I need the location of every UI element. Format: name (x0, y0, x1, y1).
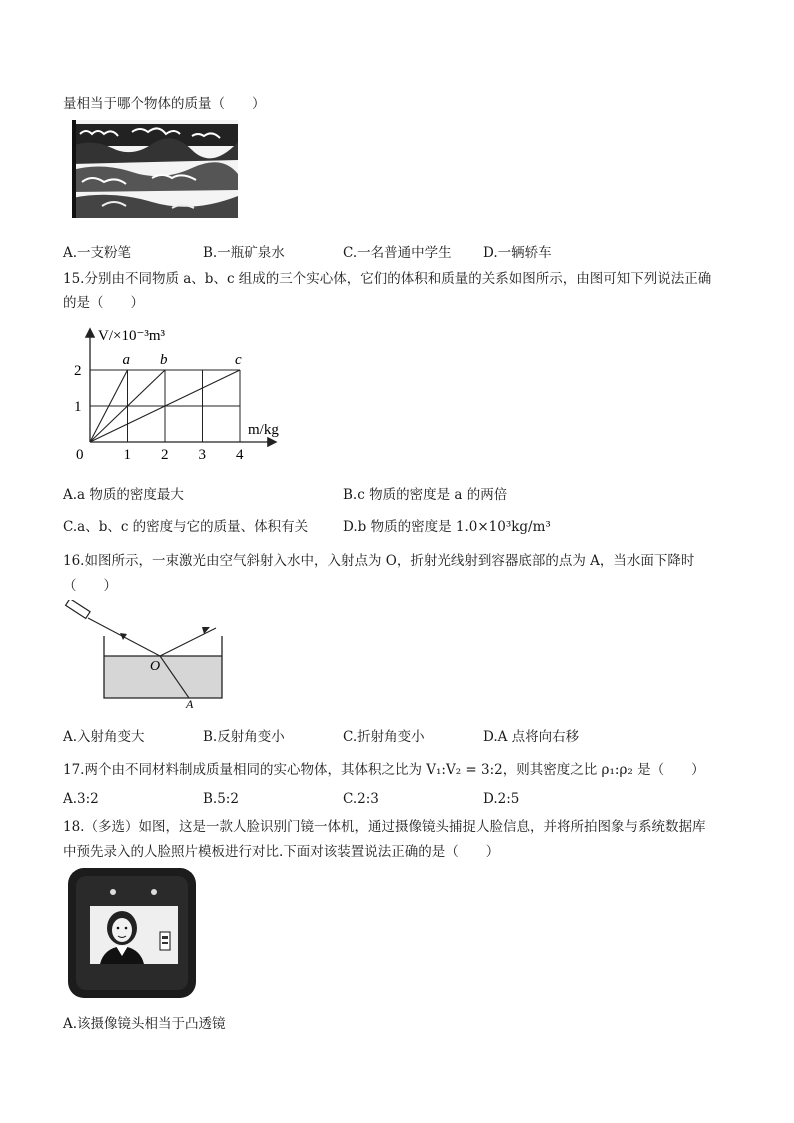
label-o: O (150, 659, 161, 674)
q17-option-c: C.2:3 (343, 791, 379, 807)
label-a: A (186, 697, 194, 710)
q18-stem-line1: 18.（多选）如图，这是一款人脸识别门镜一体机，通过摄像镜头捕捉人脸信息，并将所拍图象与系统数据库 (63, 819, 706, 835)
x-tick-3: 3 (198, 447, 206, 463)
q18-stem-line2: 中预先录入的人脸照片模板进行对比.下面对该装置说法正确的是（ ） (63, 844, 500, 860)
q14-option-d: D.一辆轿车 (483, 245, 552, 261)
q14-option-a: A.一支粉笔 (63, 245, 132, 261)
q18-device-photo (66, 866, 198, 1000)
series-label-a: a (122, 352, 130, 368)
x-tick-1: 1 (123, 447, 131, 463)
y-tick-1: 1 (74, 399, 82, 415)
x-tick-0: 0 (76, 447, 84, 463)
q14-photo (72, 120, 238, 218)
water (104, 656, 222, 698)
y-axis-label: V/×10⁻³m³ (98, 328, 166, 344)
q15-stem-line1: 15.分别由不同物质 a、b、c 组成的三个实心体，它们的体积和质量的关系如图所示，由图可知下列说法正确 (63, 271, 712, 287)
q17-option-a: A.3:2 (63, 791, 99, 807)
q14-stem: 量相当于哪个物体的质量（ ） (63, 96, 266, 112)
laser-pen (66, 600, 90, 618)
q18-option-a: A.该摄像镜头相当于凸透镜 (63, 1016, 226, 1032)
id-card-icon (160, 932, 170, 950)
q16-stem-line1: 16.如图所示，一束激光由空气斜射入水中，入射点为 O，折射光线射到容器底部的点为 A，当水面下降时 (63, 553, 695, 569)
series-label-b: b (160, 352, 168, 368)
q16-option-c: C.折射角变小 (343, 729, 425, 745)
q15-option-d: D.b 物质的密度是 1.0×10³kg/m³ (343, 519, 551, 535)
q15-option-b: B.c 物质的密度是 a 的两倍 (343, 487, 508, 503)
q17-option-b: B.5:2 (203, 791, 239, 807)
q15-stem-line2: 的是（ ） (63, 295, 144, 311)
q14-option-b: B.一瓶矿泉水 (203, 245, 285, 261)
q15-option-c: C.a、b、c 的密度与它的质量、体积有关 (63, 519, 309, 535)
q17-option-d: D.2:5 (483, 791, 520, 807)
q16-stem-line2: （ ） (63, 578, 117, 594)
reflected-ray (160, 628, 216, 656)
q16-option-d: D.A 点将向右移 (483, 729, 580, 745)
x-tick-2: 2 (161, 447, 169, 463)
q16-option-a: A.入射角变大 (63, 729, 145, 745)
camera-lens-icon (110, 889, 116, 895)
q14-option-c: C.一名普通中学生 (343, 245, 452, 261)
x-tick-4: 4 (236, 447, 244, 463)
x-axis-label: m/kg (248, 422, 279, 438)
q15-chart (70, 322, 300, 464)
sensor-icon (151, 889, 157, 895)
q17-stem: 17.两个由不同材料制成质量相同的实心物体，其体积之比为 V₁:V₂ = 3:2，则其密度之比 ρ₁:ρ₂ 是（ ） (63, 762, 705, 778)
q16-option-b: B.反射角变小 (203, 729, 285, 745)
y-tick-2: 2 (74, 363, 82, 379)
series-label-c: c (235, 352, 242, 368)
q15-option-a: A.a 物质的密度最大 (63, 487, 184, 503)
q16-diagram (64, 600, 234, 710)
